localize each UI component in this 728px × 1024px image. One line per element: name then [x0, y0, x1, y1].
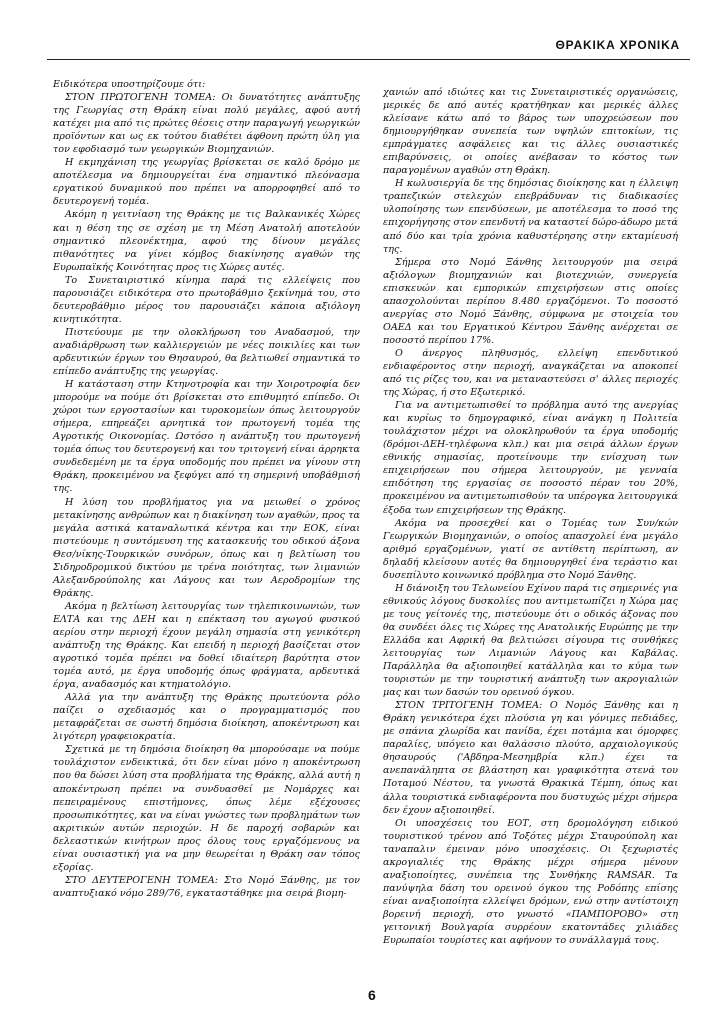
paragraph: Η λύση του προβλήματος για να μειωθεί ο χρόνος μετακίνησης ανθρώπων και η διακίνηση των αγαθών, προς τα μεγάλα αστικά καταναλωτικά κέντρα και την ΕΟΚ, είναι πιστεύουμε η συντόμευση της κατασκευής του οδικού άξονα Θεσ/νίκης-Τουρκικών συνόρων, όπως και η βελτίωση του Σιδηροδρομικού δικτύου με τρένα ποιότητας, των λιμανιών Αλεξανδρούπολης και Λάγους και των Αεροδρομίων της Θράκης.: [53, 496, 360, 599]
left-column: [53, 78, 360, 900]
paragraph: Η κατάσταση στην Κτηνοτροφία και την Χοιροτροφία δεν μπορούμε να πούμε ότι βρίσκεται στο επιθυμητό επίπεδο. Οι χώροι των εργοστασίων και τυροκομείων όπως λειτουργούν σήμερα, επηρεάζει αρνητικά τον πρωτογενή τομέα της Αγροτικής Οικονομίας. Ωστόσο η ανάπτυξη του πρωτογενή τομέα όπως του δευτερογενή και του τριτογενή είναι άρρηκτα συνδεδεμένη με τα έργα υποδομής που πρέπει να γίνουν στη Θράκη, προκειμένου να ξεφύγει από τη σημερινή υποβάθμισή της.: [53, 379, 360, 495]
paragraph: Για να αντιμετωπισθεί το πρόβλημα αυτό της ανεργίας και κυρίως το δημογραφικό, είναι ανάγκη η Πολιτεία τουλάχιστον μέχρι να ολοκληρωθούν τα έργα υποδομής (δρόμοι-ΔΕΗ-τηλέφωνα κλπ.) και μια σειρά άλλων έργων εθνικής σημασίας, προτείνουμε την ενίσχυση των επιχειρήσεων που σήμερα λειτουργούν, με γενναία επιδότηση της εργασίας σε ποσοστό πέραν του 20%, προκειμένου να αντιμετωπισθούν τα υπέρογκα λειτουργικά έξοδα των επιχειρήσεων της Θράκης.: [383, 400, 678, 516]
paragraph: Η κωλυσιεργία δε της δημόσιας διοίκησης και η έλλειψη τραπεζικών στελεχών επεβράδυναν τις διαδικασίες υλοποίησης των επενδύσεων, με αποτέλεσμα το ποσό της επιχορήγησης στον επενδυτή να καταστεί δώρο-άδωρο μετά από δύο και τρία χρόνια καθυστέρησης στην εκταμίευσή της.: [383, 178, 678, 255]
paragraph: Ειδικότερα υποστηρίζουμε ότι:: [53, 79, 206, 90]
header-rule: [47, 59, 690, 60]
paragraph: Η εκμηχάνιση της γεωργίας βρίσκεται σε καλό δρόμο με αποτέλεσμα να δημιουργείται ένα σημαντικό πλεόνασμα εργατικού δυναμικού που πρέπει να απορροφηθεί από το δευτερογενή τομέα.: [53, 157, 360, 208]
paragraph: ΣΤΟ ΔΕΥΤΕΡΟΓΕΝΗ ΤΟΜΕΑ: Στο Νομό Ξάνθης, με τον αναπτυξιακό νόμο 289/76, εγκαταστάθηκε μια σειρά βιομη-: [53, 874, 360, 899]
paragraph: Ακόμη η γειτνίαση της Θράκης με τις Βαλκανικές Χώρες και η θέση της σε σχέση με τη Μέση Ανατολή αποτελούν σημαντικό πλεονέκτημα, αφού της δίνουν μεγάλες πιθανότητες να γίνει κόμβος διακίνησης αγαθών της Ευρωπαϊκής Κοινότητας προς τις Χώρες αυτές.: [53, 209, 360, 273]
page-header: [47, 34, 690, 60]
paragraph: ΣΤΟΝ ΤΡΙΤΟΓΕΝΗ ΤΟΜΕΑ: Ο Νομός Ξάνθης και η Θράκη γενικότερα έχει πλούσια γη και γόνιμες πεδιάδες, με σπάνια χλωρίδα και πανίδα, έχει ποτάμια και όμορφες παραλίες, υπόγειο και θαλάσσιο πλούτο, αρχαιολογικούς θησαυρούς ('Αβδηρα-Μεσημβρία κλπ.) έχει τα ανεπανάληπτα σε βλάστηση και γραφικότητα στενά του Ποταμού Νέστου, τα γνωστά Θρακικά Τέμπη, όπως και άλλα τουριστικά ενδιαφέροντα που δυστυχώς μέχρι σήμερα δεν έχουν αξιοποιηθεί.: [383, 700, 678, 816]
paragraph: Σήμερα στο Νομό Ξάνθης λειτουργούν μια σειρά αξιόλογων βιομηχανιών και βιοτεχνιών, συνεργεία επισκευών και εμπορικών επιχειρήσεων στις οποίες απασχολούνται περίπου 8.480 εργαζόμενοι. Το ποσοστό ανεργίας στο Νομό Ξάνθης, σύμφωνα με στοιχεία του ΟΑΕΔ και του Εργατικού Κέντρου Ξάνθης ανέρχεται σε ποσοστό περίπου 17%.: [383, 256, 678, 346]
paragraph: Οι υποσχέσεις του ΕΟΤ, στη δρομολόγηση ειδικού τουριστικού τρένου από Τοξότες μέχρι Σταυρούπολη και ταναπαλιν έμειναν μόνο υποσχέσεις. Οι ξεχωριστές ακρογιαλιές της Θράκης μέχρι σήμερα μένουν αναξιοποίητες, συνέπεια της Συνθήκης RAMSAR. Τα πανύψηλα δάση του ορεινού όγκου της Ροδόπης επίσης είναι αναξιοποίητα ελλείψει δρόμων, ενώ στην αντίστοιχη βορεινή περιοχή, στο γνωστό «ΠΑΜΠΟΡΟΒΟ» στη γειτονική Βουλγαρία συρρέουν εκατοντάδες χιλιάδες Ευρωπαίοι τουρίστες και αφήνουν το συνάλλαγμά τους.: [383, 817, 678, 947]
paragraph: Αλλά για την ανάπτυξη της Θράκης πρωτεύοντα ρόλο παίζει ο σχεδιασμός και ο προγραμματισμός που μεταφράζεται σε σωστή δημόσια διοίκηση, αποκέντρωση και λιγότερη γραφειοκρατία.: [53, 692, 360, 743]
paragraph: Ακόμα η βελτίωση λειτουργίας των τηλεπικοινωνιών, των ΕΛΤΑ και της ΔΕΗ και η επέκταση του αγωγού φυσικού αερίου στην περιοχή έχουν μεγάλη σημασία στη γενικότερη ανάπτυξη της Θράκης. Και επειδή η περιοχή βασίζεται στον αγροτικό τομέα πρέπει να δοθεί ιδιαίτερη βαρύτητα στον τομέα αυτό, με έργα υποδομής όπως φράγματα, αρδευτικά έργα, αναδασμός και κτηματολόγιο.: [53, 600, 360, 691]
paragraph: χανιών από ιδιώτες και τις Συνεταιριστικές οργανώσεις, μερικές δε από αυτές κρατήθηκαν και μερικές άλλες κλείσανε κάτω από το βάρος των υποχρεώσεων που δημιουργήθηκαν συνεπεία των υψηλών επιτοκίων, τις εμπράγματες ασφάλειες και τις άλλες ουσιαστικές επιβαρύνσεις, οι οποίες ανέβασαν το κόστος των παραγομένων αγαθών στη Θράκη.: [383, 87, 678, 177]
publication-title: ΘΡΑΚΙΚΑ ΧΡΟΝΙΚΑ: [555, 38, 680, 52]
paragraph: Ο άνεργος πληθυσμός, ελλείψη επενδυτικού ενδιαφέροντος στην περιοχή, αναγκάζεται να αποκοπεί από τις ρίζες του, και να μεταναστεύσει σ' άλλες περιοχές της Χώρας, ή στο Εξωτερικό.: [383, 347, 678, 399]
paragraph: Σχετικά με τη δημόσια διοίκηση θα μπορούσαμε να πούμε τουλάχιστον ενδεικτικά, ότι δεν είναι μόνο η αποκέντρωση που θα δώσει λύση στα προβλήματα της Θράκης, αλλά αυτή η αποκέντρωση πρέπει να συνδυασθεί με Νομάρχες και πεπειραμένους επιστήμονες, όπως λέμε εξέχουσες προσωπικότητες, και να είναι γνώστες των προβλημάτων των ακριτικών αυτών περιοχών. Η δε παροχή σοβαρών και δελεαστικών κινήτρων προς όλους τους εργαζόμενους να είναι ουσιαστική για να μην θεωρείται η Θράκη σαν τόπος εξορίας.: [53, 744, 360, 873]
paragraph: Η διάνοιξη του Τελωνείου Εχίνου παρά τις σημερινές για εθνικούς λόγους δυσκολίες που αντιμετωπίζει η Χώρα μας με τους γείτονές της, πιστεύουμε ότι ο οδικός άξονας που θα συνδέει όλες τις Χώρες της Ανατολικής Ευρώπης με την Ελλάδα και Αφρική θα βελτιώσει σίγουρα τις συνθήκες λειτουργίας των Λιμανιών Λάγους και Καβάλας. Παράλληλα θα αξιοποιηθεί κατάλληλα και το κύμα των τουριστών με την τουριστική ανάπτυξη των ακρογιαλιών μας και των δασών του ορεινού όγκου.: [383, 582, 678, 699]
paragraph: Πιστεύουμε με την ολοκλήρωση του Αναδασμού, την αναδιάρθρωση των καλλιεργειών με νέες ποικιλίες και των αρδευτικών έργων του Θησαυρού, θα βελτιωθεί σημαντικά το επίπεδο ανάπτυξης της γεωργίας.: [53, 326, 360, 378]
page-number: 6: [368, 987, 376, 1003]
paragraph: Το Συνεταιριστικό κίνημα παρά τις ελλείψεις που παρουσιάζει ειδικότερα στο πρωτοβάθμιο ξεκίνημά του, στο δευτεροβάθμιο μέρος του παρουσιάζει κάποια αξιόλογη κινητικότητα.: [53, 274, 360, 325]
paragraph: Ακόμα να προσεχθεί και ο Τομέας των Συν/κών Γεωργικών Βιομηχανιών, ο οποίος απασχολεί ένα μεγάλο αριθμό εργαζομένων, γιατί σε αντίθετη περίπτωση, αν δηλαδή κλείσουν αυτές θα δημιουργηθεί ένα τεράστιο και δυσεπίλυτο κοινωνικό πρόβλημα στο Νομό Ξάνθης.: [383, 517, 678, 581]
right-column: [383, 86, 678, 947]
paragraph: ΣΤΟΝ ΠΡΩΤΟΓΕΝΗ ΤΟΜΕΑ: Οι δυνατότητες ανάπτυξης της Γεωργίας στη Θράκη είναι πολύ μεγάλες, αφού αυτή κατέχει μια από τις πρώτες θέσεις στην παραγωγή γεωργικών προϊόντων και ως εκ τούτου διαθέτει άφθονη πρώτη ύλη για τον εφοδιασμό των γεωργικών Βιομηχανιών.: [53, 92, 360, 156]
